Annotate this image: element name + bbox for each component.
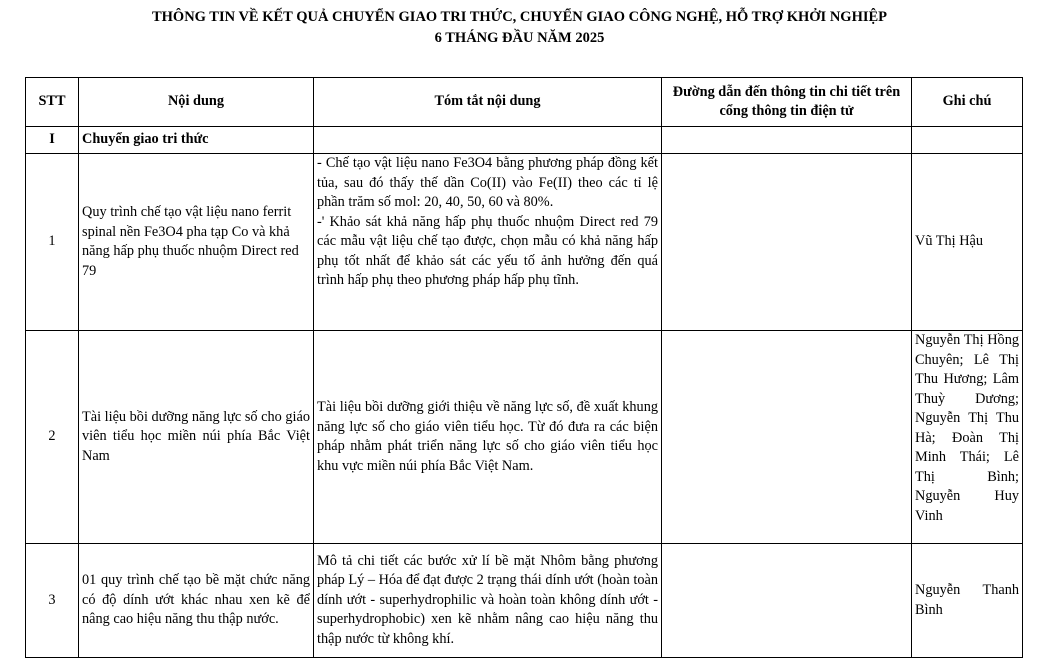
row-summary-part-2: -' Khảo sát khả năng hấp phụ thuốc nhuộm Direct red 79 các mẫu vật liệu chế tạo được, chọn mẫu có khả năng hấp phụ tốt nhất để khảo sát các yếu tố ảnh hưởng đến quá trình hấp phụ theo phương pháp hấp phụ tĩnh.: [317, 213, 658, 288]
section-row: [26, 127, 1023, 154]
row-note: [912, 331, 1023, 544]
row-stt: 1: [26, 154, 79, 331]
row-link: [662, 544, 912, 658]
section-title: Chuyển giao tri thức: [79, 127, 314, 154]
header-note: Ghi chú: [912, 78, 1023, 127]
table-row: [26, 331, 1023, 544]
table-row: [26, 154, 1023, 331]
row-link: [662, 331, 912, 544]
row-summary: [314, 154, 662, 331]
table-row: [26, 544, 1023, 658]
document-subtitle: 6 THÁNG ĐẦU NĂM 2025: [434, 30, 605, 46]
row-content: 01 quy trình chế tạo bề mặt chức năng có độ dính ướt khác nhau xen kẽ để nâng cao hiệu năng thu thập nước.: [79, 544, 314, 658]
row-link: [662, 154, 912, 331]
row-content: Quy trình chế tạo vật liệu nano ferrit spinal nền Fe3O4 pha tạp Co và khả năng hấp phụ thuốc nhuộm Direct red 79: [79, 154, 314, 331]
row-note: Nguyễn Thanh Bình: [912, 544, 1023, 658]
header-link: Đường dẫn đến thông tin chi tiết trên cổng thông tin điện tử: [662, 78, 912, 127]
document-title: THÔNG TIN VỀ KẾT QUẢ CHUYỂN GIAO TRI THỨC, CHUYỂN GIAO CÔNG NGHỆ, HỖ TRỢ KHỞI NGHIỆP: [151, 9, 888, 25]
section-note-cell: [912, 127, 1023, 154]
header-content: Nội dung: [79, 78, 314, 127]
row-summary: Mô tả chi tiết các bước xử lí bề mặt Nhôm bằng phương pháp Lý – Hóa để đạt được 2 trạng thái dính ướt (hoàn toàn dính ướt - superhydrophilic và hoàn toàn không dính ướt - superhydrophobic) xen kẽ nhằm nâng cao hiệu năng thu thập nước từ không khí.: [314, 544, 662, 658]
results-table: [25, 77, 1023, 658]
section-summary-cell: [314, 127, 662, 154]
row-summary: Tài liệu bồi dưỡng giới thiệu về năng lực số, đề xuất khung năng lực số cho giáo viên tiểu học. Từ đó đưa ra các biện pháp nhằm phát triển năng lực số cho giáo viên tiểu học khu vực miền núi phía Bắc Việt Nam.: [314, 331, 662, 544]
row-summary-part-1: - Chế tạo vật liệu nano Fe3O4 bằng phương pháp đồng kết tủa, sau đó thấy thế dần Co(II) vào Fe(II) theo các tỉ lệ phần trăm số mol: 20, 40, 50, 60 và 80%.: [317, 155, 658, 210]
row-stt: 3: [26, 544, 79, 658]
header-row: [26, 78, 1023, 127]
header-stt: STT: [26, 78, 79, 127]
section-link-cell: [662, 127, 912, 154]
row-content: Tài liệu bồi dưỡng năng lực số cho giáo viên tiểu học miền núi phía Bắc Việt Nam: [79, 331, 314, 544]
row-stt: 2: [26, 331, 79, 544]
row-note-text: Nguyễn Thị Hồng Chuyên; Lê Thị Thu Hương; Lâm Thuỳ Dương; Nguyễn Thị Thu Hà; Đoàn Thị Minh Thái; Lê Thị Bình; Nguyễn Huy Vinh: [915, 332, 1019, 524]
header-summary: Tóm tắt nội dung: [314, 78, 662, 127]
section-number: I: [26, 127, 79, 154]
row-note: Vũ Thị Hậu: [912, 154, 1023, 331]
